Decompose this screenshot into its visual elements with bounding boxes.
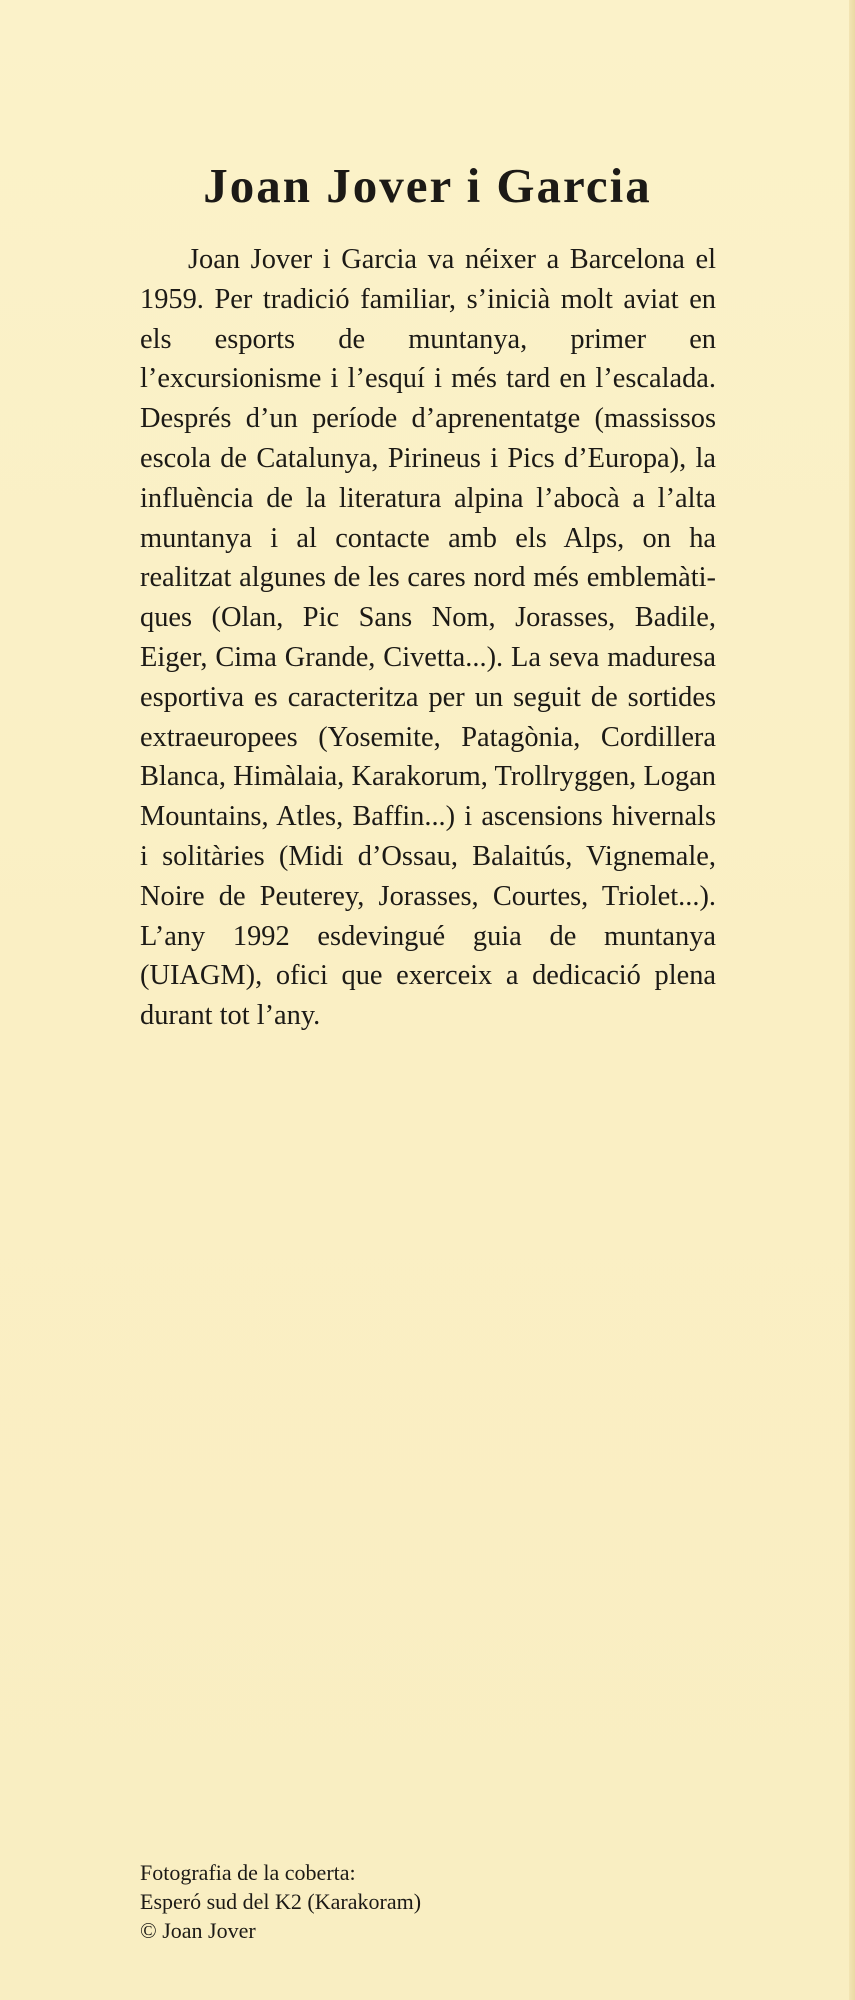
author-biography: Joan Jover i Garcia va néixer a Barcelona el 1959. Per tradició familiar, s’inicià molt aviat en els esports de muntanya, primer en l’excursionisme i l’esquí i més tard en l’escalada. Després d’un període d’aprenentatge (massissos escola de Catalunya, Pirineus i Pics d’Europa), la influència de la literatura alpina l’abocà a l’alta muntanya i al contacte amb els Alps, on ha realitzat algunes de les cares nord més emblemàtiques (Olan, Pic Sans Nom, Jorasses, Badile, Eiger, Cima Grande, Civetta...). La seva maduresa esportiva es caracteritza per un seguit de sortides extraeuropees (Yosemite, Patagònia, Cordillera Blanca, Himàlaia, Karakorum, Trollryggen, Logan Mountains, Atles, Baffin...) i ascensions hivernals i solitàries (Midi d’Ossau, Balaitús, Vignemale, Noire de Peuterey, Jorasses, Courtes, Triolet...). L’any 1992 esdevingué guia de muntanya (UIAGM), ofici que exerceix a dedicació plena durant tot l’any.: [140, 244, 716, 1032]
author-name-title: Joan Jover i Garcia: [203, 158, 652, 213]
cover-photo-credits: [140, 1858, 700, 1945]
credit-heading: Fotografia de la coberta:: [140, 1860, 356, 1885]
page-edge: [849, 0, 855, 2000]
credit-photo-description: Esperó sud del K2 (Karakoram): [140, 1889, 422, 1914]
credit-copyright: © Joan Jover: [140, 1918, 256, 1943]
